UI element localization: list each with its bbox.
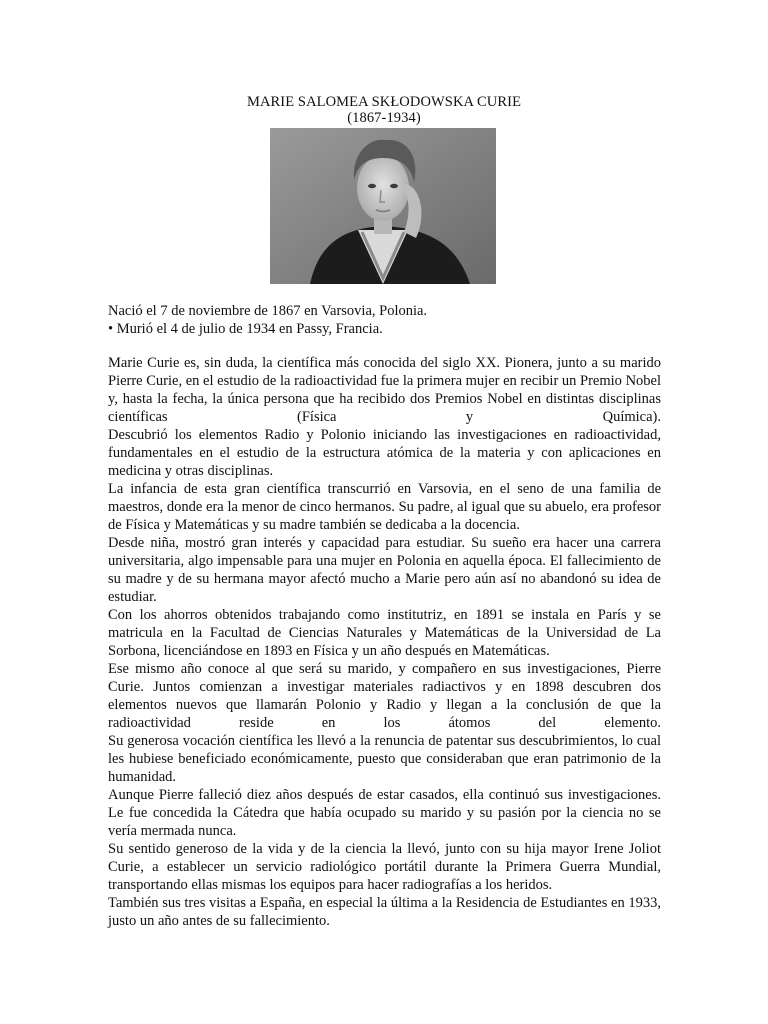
paragraph-discoveries: Descubrió los elementos Radio y Polonio iniciando las investigaciones en radioactividad, fundamentales en el estudio de la estructura atómica de la materia y con aplicaciones en medicina y otras disciplinas. bbox=[108, 427, 661, 479]
paragraph-intro: Marie Curie es, sin duda, la científica más conocida del siglo XX. Pionera, junto a su marido Pierre Curie, en el estudio de la radioactividad fue la primera mujer en recibir un Premio Nobel y, hasta la fecha, la única persona que ha recibido dos Premios Nobel en distintas disciplinas científicas (Física y Química). bbox=[108, 355, 661, 425]
paragraph-later-research: Aunque Pierre falleció diez años después de estar casados, ella continuó sus investigaciones. Le fue concedida la Cátedra que había ocupado su marido y su pasión por la ciencia no se vería mermada nunca. bbox=[108, 787, 661, 839]
paragraph-childhood: La infancia de esta gran científica transcurrió en Varsovia, en el seno de una familia de maestros, donde era la menor de cinco hermanos. Su padre, al igual que su abuelo, era profesor de Física y Matemáticas y su madre también se dedicaba a la docencia. bbox=[108, 481, 661, 533]
document-dates: (1867-1934) bbox=[347, 110, 421, 126]
portrait-photo-icon bbox=[270, 128, 496, 284]
paragraph-education: Desde niña, mostró gran interés y capacidad para estudiar. Su sueño era hacer una carrera universitaria, algo impensable para una mujer en Polonia en aquella época. El fallecimiento de su madre y de su hermana mayor afectó mucho a Marie pero aún así no abandonó su idea de estudiar. bbox=[108, 535, 661, 605]
paragraph-paris: Con los ahorros obtenidos trabajando como institutriz, en 1891 se instala en París y se matricula en la Facultad de Ciencias Naturales y Matemáticas de la Universidad de La Sorbona, licenciándose en 1893 en Física y un año después en Matemáticas. bbox=[108, 607, 661, 659]
death-fact: • Murió el 4 de julio de 1934 en Passy, Francia. bbox=[108, 321, 383, 337]
paragraph-pierre: Ese mismo año conoce al que será su marido, y compañero en sus investigaciones, Pierre Curie. Juntos comienzan a investigar materiales radiactivos y en 1898 descubren dos elementos nuevos que llamarán Polonio y Radio y llegan a la conclusión de que la radioactividad reside en los átomos del elemento. bbox=[108, 661, 661, 731]
paragraph-spain: También sus tres visitas a España, en especial la última a la Residencia de Estudiantes en 1933, justo un año antes de su fallecimiento. bbox=[108, 895, 661, 929]
birth-fact: Nació el 7 de noviembre de 1867 en Varsovia, Polonia. bbox=[108, 303, 428, 319]
biography-facts bbox=[108, 302, 668, 338]
paragraph-radiology: Su sentido generoso de la vida y de la ciencia la llevó, junto con su hija mayor Irene Joliot Curie, a establecer un servicio radiológico portátil durante la Primera Guerra Mundial, transportando ellas mismas los equipos para hacer radiografías a los heridos. bbox=[108, 841, 661, 893]
biography-body bbox=[108, 354, 661, 930]
paragraph-patents: Su generosa vocación científica les llevó a la renuncia de patentar sus descubrimientos, lo cual les hubiese beneficiado económicamente, puesto que consideraban que eran patrimonio de la humanidad. bbox=[108, 733, 661, 785]
document-title: MARIE SALOMEA SKŁODOWSKA CURIE bbox=[246, 94, 522, 110]
